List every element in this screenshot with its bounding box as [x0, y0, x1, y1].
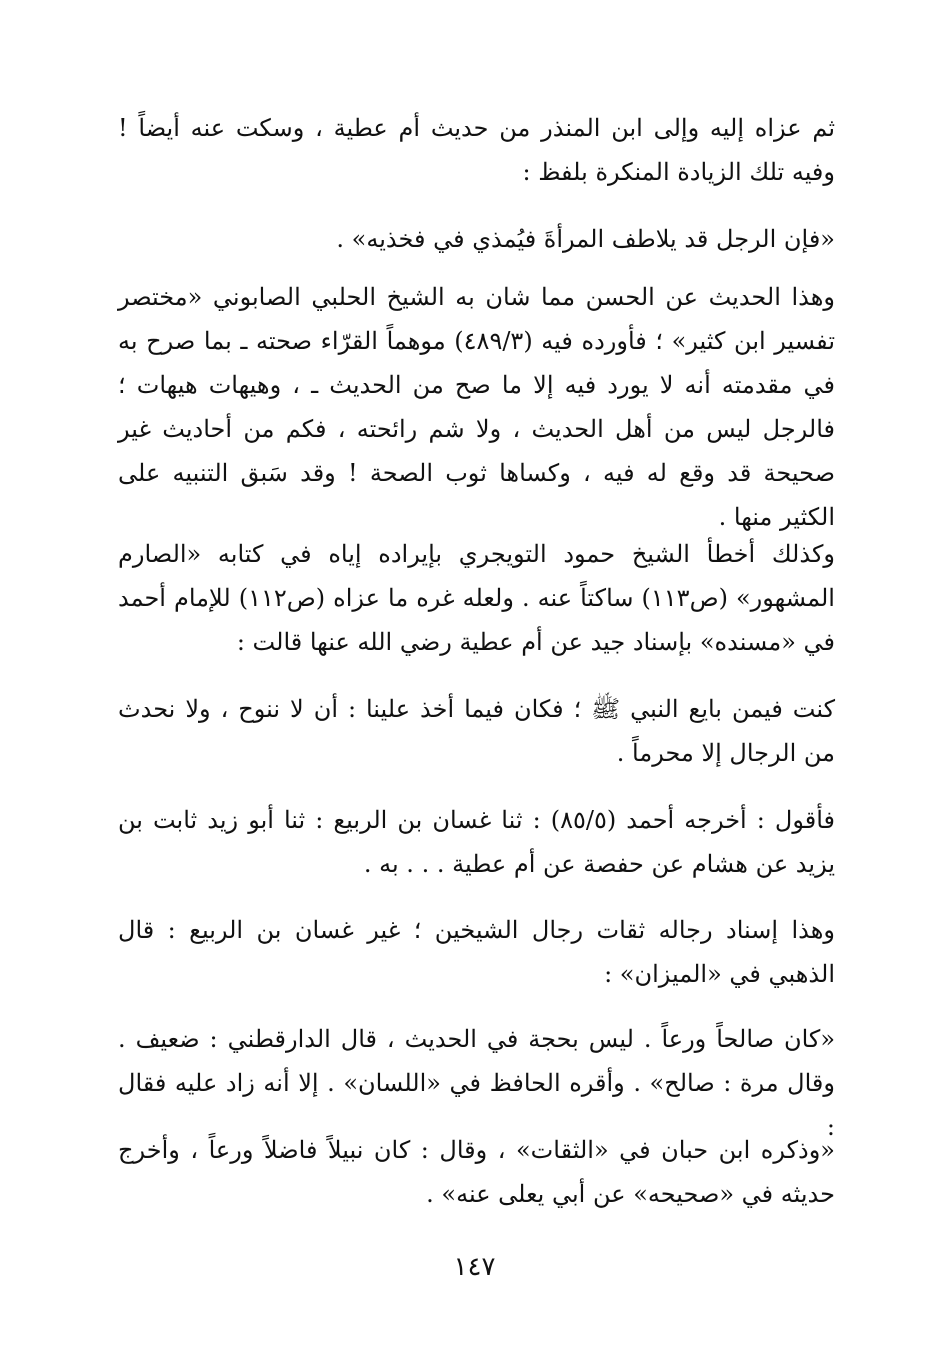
paragraph-8: «كان صالحاً ورعاً . ليس بحجة في الحديث ، قال الدارقطني : ضعيف . وقال مرة : صالح» . وأقره الحافظ في «اللسان» . إلا أنه زاد عليه فقال : [118, 1025, 835, 1141]
paragraph-4: وكذلك أخطأ الشيخ حمود التويجري بإيراده إياه في كتابه «الصارم المشهور» (ص١١٣) ساكتاً عنه . ولعله غره ما عزاه (ص١١٢) للإمام أحمد في «مسنده» بإسناد جيد عن أم عطية رضي الله عنها قالت : [118, 540, 835, 656]
paragraph-9: «وذكره ابن حبان في «الثقات» ، وقال : كان نبيلاً فاضلاً ورعاً ، وأخرج حديثه في «صحيحه» عن أبي يعلى عنه» . [118, 1136, 835, 1208]
paragraph-7: وهذا إسناد رجاله ثقات رجال الشيخين ؛ غير غسان بن الربيع : قال الذهبي في «الميزان» : [118, 916, 835, 988]
paragraph-6: فأقول : أخرجه أحمد (٨٥/٥) : ثنا غسان بن الربيع : ثنا أبو زيد ثابت بن يزيد عن هشام عن حفصة عن أم عطية . . . به . [118, 806, 835, 878]
paragraph-2: «فإن الرجل قد يلاطف المرأةَ فيُمذي في فخذيه» . [336, 225, 835, 253]
paragraph-3: وهذا الحديث عن الحسن مما شان به الشيخ الحلبي الصابوني «مختصر تفسير ابن كثير» ؛ فأورده فيه (٤٨٩/٣) موهماً القرّاء صحته ـ بما صرح به في مقدمته أنه لا يورد فيه إلا ما صح من الحديث ـ ، وهيهات هيهات ؛ فالرجل ليس من أهل الحديث ، ولا شم رائحته ، فكم من أحاديث غير صحيحة قد وقع له فيه ، وكساها ثوب الصحة ! وقد سَبق التنبيه على الكثير منها . [118, 283, 835, 531]
paragraph-5: كنت فيمن بايع النبي ﷺ ؛ فكان فيما أخذ علينا : أن لا ننوح ، ولا نحدث من الرجال إلا محرماً . [118, 695, 835, 767]
page-number: ١٤٧ [453, 1252, 496, 1282]
paragraph-1: ثم عزاه إليه وإلى ابن المنذر من حديث أم عطية ، وسكت عنه أيضاً ! وفيه تلك الزيادة المنكرة بلفظ : [118, 114, 835, 186]
